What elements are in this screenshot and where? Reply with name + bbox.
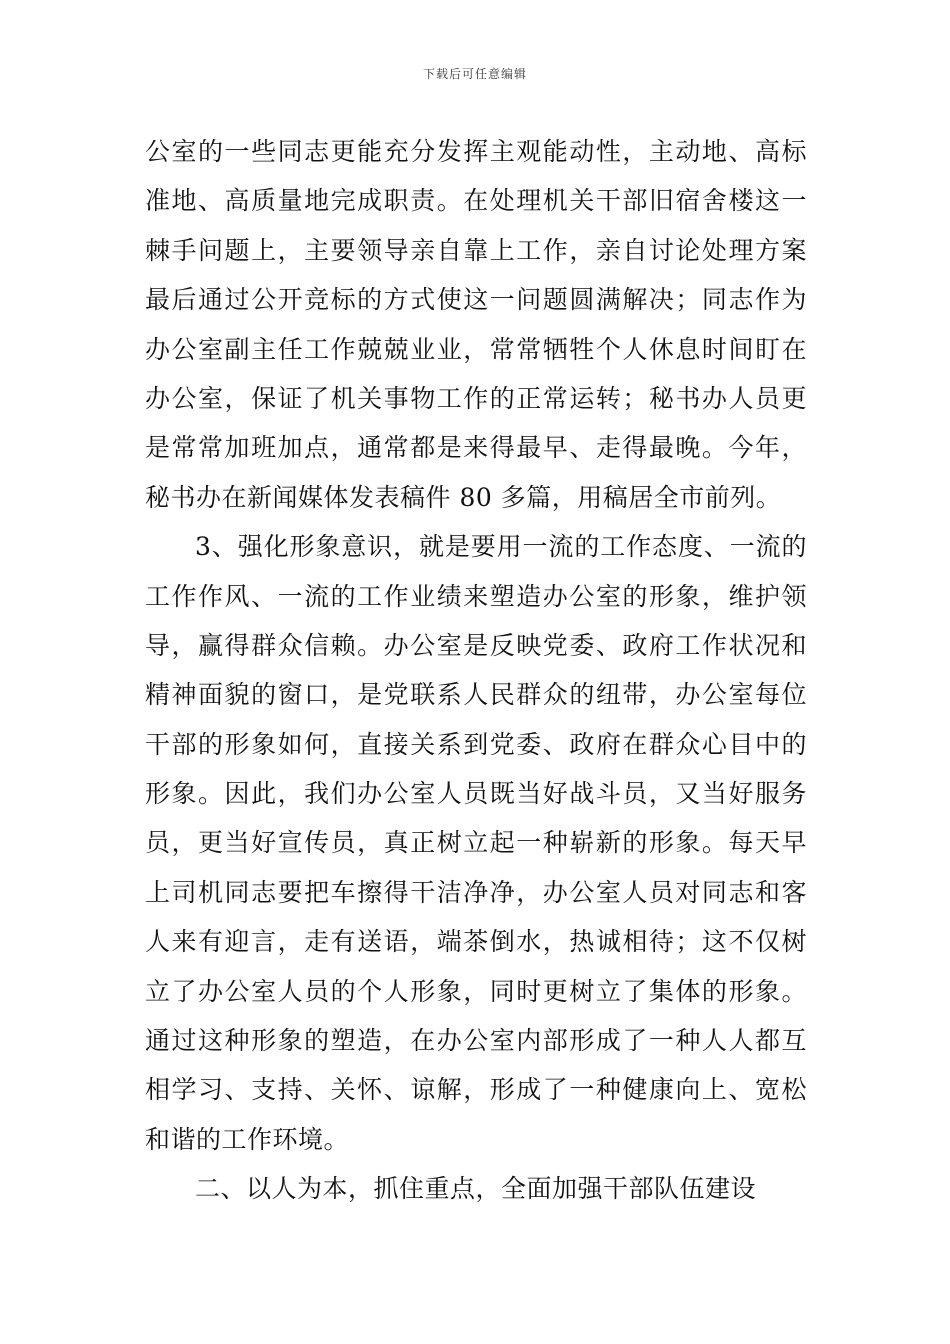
text-line: 立了办公室人员的个人形象，同时更树立了集体的形象。 xyxy=(145,976,807,1006)
text-line: 人来有迎言，走有送语，端茶倒水，热诚相待；这不仅树 xyxy=(145,927,807,957)
text-line: 通过这种形象的塑造，在办公室内部形成了一种人人都互 xyxy=(145,1026,807,1056)
document-body xyxy=(145,127,807,1214)
text-line: 相学习、支持、关怀、谅解，形成了一种健康向上、宽松 xyxy=(145,1075,807,1105)
paragraph-start-line: 3、强化形象意识，就是要用一流的工作态度、一流的 xyxy=(195,532,807,562)
text-line: 精神面貌的窗口，是党联系人民群众的纽带，办公室每位 xyxy=(145,680,807,710)
text-line: 和谐的工作环境。 xyxy=(145,1124,350,1154)
text-line: 上司机同志要把车擦得干洁净净，办公室人员对同志和客 xyxy=(145,877,807,907)
text-line: 工作作风、一流的工作业绩来塑造办公室的形象，维护领 xyxy=(145,581,807,611)
section-heading: 二、以人为本，抓住重点，全面加强干部队伍建设 xyxy=(195,1174,757,1204)
text-line: 形象。因此，我们办公室人员既当好战斗员，又当好服务 xyxy=(145,779,807,809)
text-line: 是常常加班加点，通常都是来得最早、走得最晚。今年， xyxy=(145,433,807,463)
text-line: 棘手问题上，主要领导亲自靠上工作，亲自讨论处理方案 xyxy=(145,235,807,265)
text-line: 办公室副主任工作兢兢业业，常常牺牲个人休息时间盯在 xyxy=(145,334,807,364)
text-line: 公室的一些同志更能充分发挥主观能动性，主动地、高标 xyxy=(145,137,807,166)
text-line: 干部的形象如何，直接关系到党委、政府在群众心目中的 xyxy=(145,729,807,759)
text-line: 准地、高质量地完成职责。在处理机关干部旧宿舍楼这一 xyxy=(145,186,807,216)
text-line: 员，更当好宣传员，真正树立起一种崭新的形象。每天早 xyxy=(145,828,807,858)
text-line: 导，赢得群众信赖。办公室是反映党委、政府工作状况和 xyxy=(145,630,807,660)
page-header: 下载后可任意编辑 xyxy=(422,67,527,81)
text-line: 秘书办在新闻媒体发表稿件 80 多篇，用稿居全市前列。 xyxy=(145,482,782,512)
text-line: 办公室，保证了机关事物工作的正常运转；秘书办人员更 xyxy=(145,383,807,413)
text-line: 最后通过公开竞标的方式使这一问题圆满解决；同志作为 xyxy=(145,285,807,315)
